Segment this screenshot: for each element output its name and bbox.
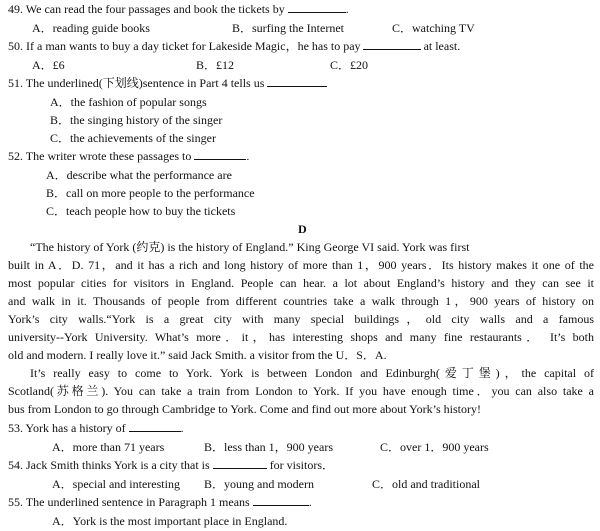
q49-end: . — [345, 2, 349, 16]
q54-option-a[interactable]: A．special and interesting — [52, 477, 180, 491]
q52-text: 52. The writer wrote these passages to — [8, 149, 192, 163]
q51-option-b[interactable]: B．the singing history of the singer — [50, 113, 223, 127]
section-heading: D — [298, 222, 307, 236]
passage-line-10: bus from London to go through Cambridge to York. Come and find out more about York’s history! — [8, 402, 481, 416]
q52-stem — [8, 148, 249, 164]
q51-option-a[interactable]: A．the fashion of popular songs — [50, 95, 207, 109]
q51-text: 51. The underlined(下划线)sentence in Part 4 tells us — [8, 76, 265, 90]
q54-blank[interactable] — [213, 457, 267, 469]
q50-blank[interactable] — [363, 38, 421, 50]
q50-stem — [8, 38, 460, 54]
q49-option-c[interactable]: C．watching TV — [392, 21, 475, 35]
q55-option-a[interactable]: A．York is the most important place in England. — [52, 514, 288, 528]
q50-option-a[interactable]: A．£6 — [32, 58, 65, 72]
q54-stem — [8, 457, 334, 473]
q55-stem — [8, 494, 312, 510]
q55-end: . — [308, 495, 312, 509]
passage-line-1: “The history of York (约克) is the history of England.” King George VI said. York was first — [30, 240, 470, 254]
passage-line-7: old and modern. I really love it.” said Jack Smith. a visitor from the U．S．A. — [8, 348, 387, 362]
passage-line-3: most popular cities for visitors in England. People can hear. a lot about England’s history and they can see it — [8, 276, 594, 290]
q53-text: 53. York has a history of — [8, 421, 126, 435]
q49-option-b[interactable]: B．surfing the Internet — [232, 21, 344, 35]
q53-blank[interactable] — [129, 420, 181, 432]
q53-option-b[interactable]: B．less than 1，900 years — [204, 440, 333, 454]
q50-text: 50. If a man wants to buy a day ticket for Lakeside Magic，he has to pay — [8, 39, 361, 53]
passage-line-5: York’s city walls.“York is a great city with many special buildings，old city walls and a famous — [8, 312, 594, 326]
q50-option-b[interactable]: B．£12 — [196, 58, 235, 72]
q53-end: . — [180, 421, 184, 435]
q53-option-a[interactable]: A．more than 71 years — [52, 440, 165, 454]
q49-stem — [8, 1, 349, 17]
q51-blank[interactable] — [267, 75, 327, 87]
q52-option-a[interactable]: A．describe what the performance are — [46, 168, 232, 182]
q52-option-b[interactable]: B．call on more people to the performance — [46, 186, 255, 200]
q50-end: at least. — [423, 39, 461, 53]
q55-text: 55. The underlined sentence in Paragraph 1 means — [8, 495, 250, 509]
q49-text: 49. We can read the four passages and book the tickets by — [8, 2, 285, 16]
q55-blank[interactable] — [253, 494, 309, 506]
q54-option-c[interactable]: C．old and traditional — [372, 477, 480, 491]
passage-line-8: It’s really easy to come to York. York is between London and Edinburgh(爱丁堡)，the capital of — [30, 366, 594, 380]
passage-line-2: built in A．D. 71，and it has a rich and long history of more than 1，900 years．Its history makes it one of the — [8, 258, 594, 272]
q54-option-b[interactable]: B．young and modern — [204, 477, 314, 491]
q50-option-c[interactable]: C．£20 — [330, 58, 369, 72]
passage-line-6: university--York University. What’s more．it，has interesting shops and many fine restaurants． It’s both — [8, 330, 594, 344]
q54-text: 54. Jack Smith thinks York is a city that is — [8, 458, 210, 472]
q52-end: . — [246, 149, 250, 163]
q49-blank[interactable] — [288, 1, 346, 13]
q52-option-c[interactable]: C．teach people how to buy the tickets — [46, 204, 236, 218]
q53-stem — [8, 420, 184, 436]
q54-end: for visitors． — [269, 458, 335, 472]
q49-option-a[interactable]: A．reading guide books — [32, 21, 150, 35]
passage-line-9: Scotland(苏格兰). You can take a train from London to York. If you have enough time．you can also take a — [8, 384, 594, 398]
q51-stem — [8, 75, 327, 91]
q52-blank[interactable] — [194, 148, 246, 160]
q51-option-c[interactable]: C．the achievements of the singer — [50, 131, 216, 145]
passage-line-4: and walk in it. Thousands of people from different countries take a walk through 1，900 years of history on — [8, 294, 594, 308]
q53-option-c[interactable]: C．over 1．900 years — [380, 440, 489, 454]
